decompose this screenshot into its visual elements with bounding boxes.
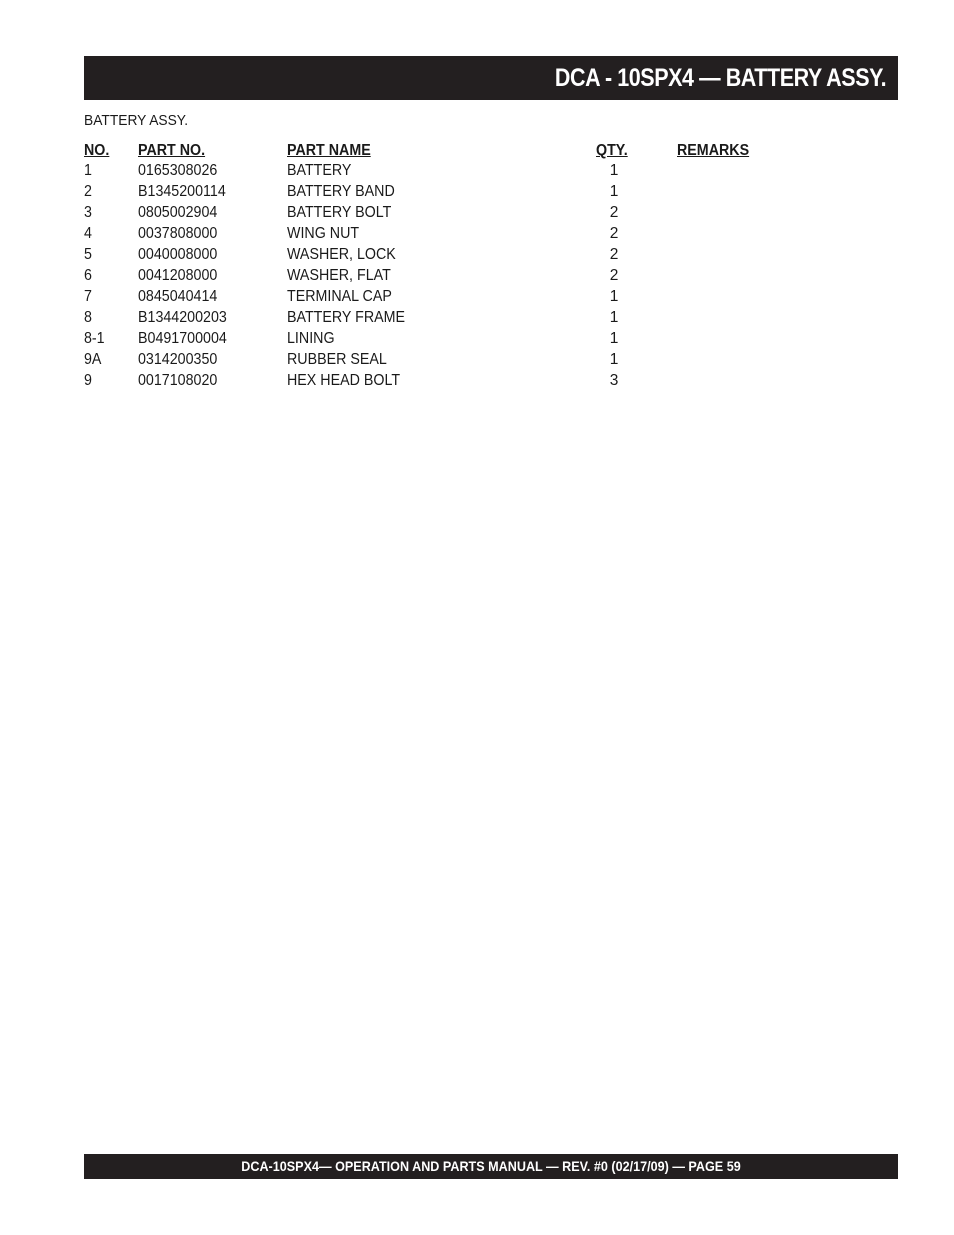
table-row <box>84 307 784 328</box>
table-row <box>84 328 784 349</box>
column-header-qty: QTY. <box>596 142 628 159</box>
cell-qty: 2 <box>609 225 619 242</box>
cell-part-no: 0040008000 <box>138 246 218 263</box>
cell-qty: 1 <box>609 330 619 347</box>
cell-part-name: RUBBER SEAL <box>287 351 387 368</box>
footer-text: DCA-10SPX4— OPERATION AND PARTS MANUAL — REV. #0 (02/17/09) — PAGE 59 <box>241 1158 741 1174</box>
cell-no: 8 <box>84 309 92 326</box>
cell-part-name: HEX HEAD BOLT <box>287 372 401 389</box>
cell-part-name: BATTERY BAND <box>287 183 395 200</box>
cell-no: 4 <box>84 225 92 242</box>
cell-part-name: WING NUT <box>287 225 360 242</box>
cell-part-no: 0037808000 <box>138 225 218 242</box>
cell-no: 2 <box>84 183 92 200</box>
cell-part-name: LINING <box>287 330 335 347</box>
cell-no: 6 <box>84 267 92 284</box>
table-row <box>84 223 784 244</box>
column-header-no: NO. <box>84 142 110 159</box>
cell-qty: 2 <box>609 204 619 221</box>
cell-part-name: WASHER, LOCK <box>287 246 396 263</box>
cell-part-name: TERMINAL CAP <box>287 288 392 305</box>
cell-part-no: 0041208000 <box>138 267 218 284</box>
cell-no: 7 <box>84 288 92 305</box>
section-title: BATTERY ASSY. <box>84 112 189 129</box>
table-row <box>84 349 784 370</box>
cell-part-no: 0165308026 <box>138 162 218 179</box>
cell-part-name: BATTERY FRAME <box>287 309 406 326</box>
cell-qty: 2 <box>609 246 619 263</box>
cell-qty: 1 <box>609 351 619 368</box>
cell-qty: 1 <box>609 162 619 179</box>
table-row <box>84 202 784 223</box>
cell-part-name: WASHER, FLAT <box>287 267 391 284</box>
cell-no: 8-1 <box>84 330 105 347</box>
page-header-bar <box>84 56 898 100</box>
column-header-remarks: REMARKS <box>677 142 750 159</box>
cell-part-no: 0017108020 <box>138 372 218 389</box>
column-header-part-name: PART NAME <box>287 142 371 159</box>
column-header-part-no: PART NO. <box>138 142 206 159</box>
parts-table <box>84 140 784 391</box>
page-title: DCA - 10SPX4 — BATTERY ASSY. <box>554 64 886 92</box>
table-row <box>84 244 784 265</box>
cell-qty: 1 <box>609 183 619 200</box>
cell-part-no: 0805002904 <box>138 204 218 221</box>
cell-no: 1 <box>84 162 92 179</box>
table-header-row <box>84 140 784 160</box>
cell-qty: 2 <box>609 267 619 284</box>
cell-qty: 1 <box>609 288 619 305</box>
cell-no: 5 <box>84 246 92 263</box>
table-row <box>84 160 784 181</box>
cell-part-no: B1345200114 <box>138 183 226 200</box>
cell-part-no: B0491700004 <box>138 330 227 347</box>
cell-no: 3 <box>84 204 92 221</box>
table-body <box>84 160 784 391</box>
cell-qty: 1 <box>609 309 619 326</box>
cell-no: 9A <box>84 351 102 368</box>
table-row <box>84 286 784 307</box>
table-row <box>84 181 784 202</box>
cell-part-name: BATTERY BOLT <box>287 204 392 221</box>
cell-qty: 3 <box>609 372 619 389</box>
cell-part-no: B1344200203 <box>138 309 227 326</box>
table-row <box>84 370 784 391</box>
cell-part-no: 0845040414 <box>138 288 218 305</box>
page-footer-bar <box>84 1154 898 1179</box>
cell-part-no: 0314200350 <box>138 351 218 368</box>
table-row <box>84 265 784 286</box>
cell-no: 9 <box>84 372 92 389</box>
cell-part-name: BATTERY <box>287 162 352 179</box>
